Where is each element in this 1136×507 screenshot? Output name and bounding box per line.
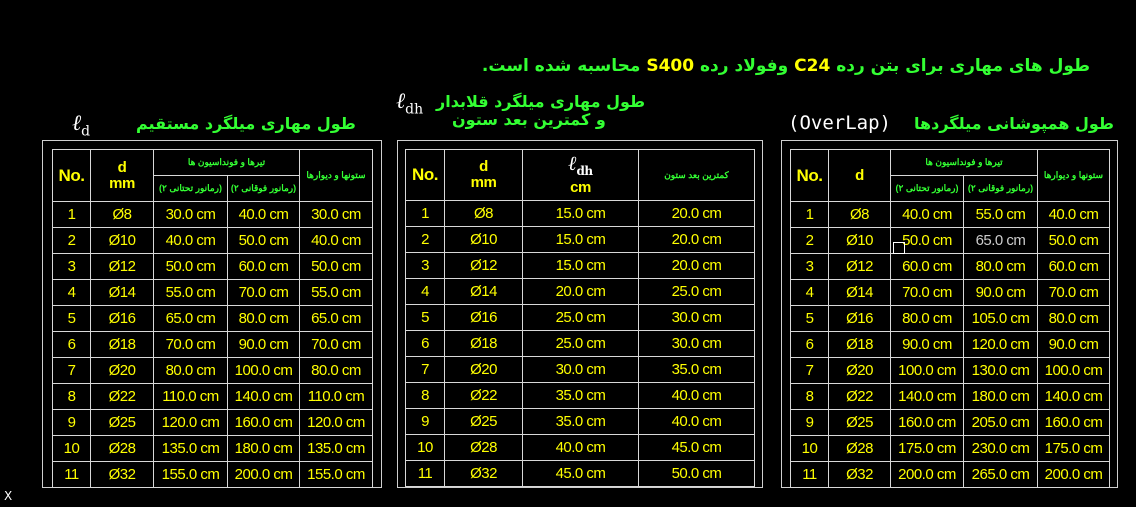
hdr-min-col: کمترین بعد ستون — [639, 150, 755, 201]
table-cell: 55.0 cm — [154, 280, 228, 306]
table-cell: 70.0 cm — [300, 332, 373, 358]
table-cell: 80.0 cm — [154, 358, 228, 384]
table-cell: 6 — [53, 332, 91, 358]
table-cell: 5 — [53, 306, 91, 332]
table-cell: 3 — [791, 254, 829, 280]
table-cell: 7 — [406, 357, 445, 383]
table-cell: 50.0 cm — [891, 228, 964, 254]
table-cell: 10 — [406, 435, 445, 461]
table-cell: 30.0 cm — [639, 331, 755, 357]
table-cell: 8 — [53, 384, 91, 410]
pickbox-cursor[interactable] — [893, 242, 905, 254]
table-cell: 40.0 cm — [639, 383, 755, 409]
table-cell: 120.0 cm — [300, 410, 373, 436]
table-cell: 200.0 cm — [891, 462, 964, 488]
table-row — [53, 254, 373, 280]
table-cell: 60.0 cm — [891, 254, 964, 280]
hdr-bottom: (۲ رمانور تحتانی) — [891, 176, 964, 202]
table-row — [791, 462, 1110, 488]
table-cell: 6 — [406, 331, 445, 357]
table-cell: Ø20 — [829, 358, 891, 384]
table-cell: 70.0 cm — [228, 280, 300, 306]
table-cell: 205.0 cm — [964, 410, 1038, 436]
table-row — [53, 462, 373, 488]
table-cell: 160.0 cm — [228, 410, 300, 436]
table-row — [791, 358, 1110, 384]
hdr-beams: تیرها و فونداسیون ها — [154, 150, 300, 176]
table-cell: Ø16 — [445, 305, 523, 331]
table-cell: Ø8 — [829, 202, 891, 228]
table-cell: Ø16 — [91, 306, 154, 332]
table-cell: 60.0 cm — [228, 254, 300, 280]
table-cell: 40.0 cm — [891, 202, 964, 228]
table-cell: 200.0 cm — [1038, 462, 1110, 488]
table-row — [53, 202, 373, 228]
table-cell: 45.0 cm — [523, 461, 639, 487]
table-cell: 15.0 cm — [523, 253, 639, 279]
table-cell: Ø22 — [91, 384, 154, 410]
table-cell: 2 — [406, 227, 445, 253]
table-cell: 65.0 cm — [964, 228, 1038, 254]
table-cell: 11 — [406, 461, 445, 487]
table-cell: 30.0 cm — [300, 202, 373, 228]
table-cell: Ø18 — [445, 331, 523, 357]
table-cell: 9 — [791, 410, 829, 436]
table-row — [406, 357, 755, 383]
table-cell: 230.0 cm — [964, 436, 1038, 462]
table-cell: 30.0 cm — [154, 202, 228, 228]
table-cell: 55.0 cm — [300, 280, 373, 306]
panel2-caption-1: طول مهاری میلگرد قلابدار — [436, 92, 646, 111]
table-cell: 10 — [53, 436, 91, 462]
table-cell: 80.0 cm — [964, 254, 1038, 280]
table-row — [406, 461, 755, 487]
table-cell: 35.0 cm — [639, 357, 755, 383]
table-cell: 110.0 cm — [300, 384, 373, 410]
table-cell: 40.0 cm — [154, 228, 228, 254]
hdr-no: No. — [406, 150, 445, 201]
table-cell: Ø20 — [445, 357, 523, 383]
table-cell: 15.0 cm — [523, 201, 639, 227]
hdr-d: d mm — [445, 150, 523, 201]
table-cell: 50.0 cm — [154, 254, 228, 280]
table-cell: Ø28 — [829, 436, 891, 462]
table-cell: Ø22 — [829, 384, 891, 410]
table-cell: 50.0 cm — [300, 254, 373, 280]
table-cell: 60.0 cm — [1038, 254, 1110, 280]
table-cell: 5 — [791, 306, 829, 332]
overlap-label: (OverLap) — [788, 112, 891, 134]
table-row — [53, 280, 373, 306]
table-cell: 4 — [791, 280, 829, 306]
table-hooked-bar — [405, 149, 755, 487]
table-cell: 7 — [53, 358, 91, 384]
hdr-no: No. — [791, 150, 829, 202]
table-cell: 140.0 cm — [1038, 384, 1110, 410]
table-cell: 70.0 cm — [154, 332, 228, 358]
hdr-ldh: ℓ$_{dh}$ cm — [523, 150, 639, 201]
table-cell: 40.0 cm — [523, 435, 639, 461]
table-row — [406, 409, 755, 435]
table-cell: 1 — [406, 201, 445, 227]
table-row — [791, 228, 1110, 254]
table-cell: 4 — [406, 279, 445, 305]
table-row — [791, 254, 1110, 280]
table-cell: 40.0 cm — [228, 202, 300, 228]
panel1-caption: طول مهاری میلگرد مستقیم — [136, 114, 356, 133]
ldh-symbol: ℓ$_{dh}$ — [396, 89, 424, 118]
table-cell: 9 — [406, 409, 445, 435]
table-cell: 180.0 cm — [964, 384, 1038, 410]
table-cell: 80.0 cm — [300, 358, 373, 384]
title-concrete-grade: C24 — [794, 56, 831, 76]
table-row — [791, 332, 1110, 358]
table-cell: 8 — [406, 383, 445, 409]
table-cell: Ø10 — [445, 227, 523, 253]
title-text-2: وفولاد رده — [700, 56, 789, 76]
table-cell: 20.0 cm — [639, 227, 755, 253]
table-row — [791, 306, 1110, 332]
hdr-bottom: (۲ رمانور تحتانی) — [154, 176, 228, 202]
table-cell: 40.0 cm — [1038, 202, 1110, 228]
table-row — [53, 384, 373, 410]
table-cell: 40.0 cm — [300, 228, 373, 254]
table-cell: 4 — [53, 280, 91, 306]
table-cell: 50.0 cm — [639, 461, 755, 487]
table-cell: 6 — [791, 332, 829, 358]
table-row — [791, 384, 1110, 410]
table-cell: Ø28 — [91, 436, 154, 462]
table-row — [791, 436, 1110, 462]
table-cell: 200.0 cm — [228, 462, 300, 488]
table-cell: 30.0 cm — [523, 357, 639, 383]
table-cell: Ø28 — [445, 435, 523, 461]
table-straight-bar — [52, 149, 373, 488]
table-cell: 7 — [791, 358, 829, 384]
table-cell: Ø20 — [91, 358, 154, 384]
title-steel-grade: S400 — [646, 56, 695, 76]
table-cell: Ø25 — [445, 409, 523, 435]
table-cell: 25.0 cm — [523, 331, 639, 357]
table-cell: 80.0 cm — [891, 306, 964, 332]
table-cell: 100.0 cm — [1038, 358, 1110, 384]
table-cell: Ø25 — [91, 410, 154, 436]
table-cell: 5 — [406, 305, 445, 331]
table-row — [53, 332, 373, 358]
table-row — [406, 279, 755, 305]
table-cell: 155.0 cm — [300, 462, 373, 488]
table-cell: 11 — [791, 462, 829, 488]
table-row — [53, 410, 373, 436]
table-cell: 11 — [53, 462, 91, 488]
table-cell: 9 — [53, 410, 91, 436]
table-cell: 120.0 cm — [154, 410, 228, 436]
table-cell: Ø10 — [91, 228, 154, 254]
table-cell: 135.0 cm — [154, 436, 228, 462]
table-row — [791, 280, 1110, 306]
table-cell: 90.0 cm — [228, 332, 300, 358]
table-cell: 90.0 cm — [1038, 332, 1110, 358]
table-cell: 110.0 cm — [154, 384, 228, 410]
table-cell: Ø14 — [445, 279, 523, 305]
table-cell: Ø25 — [829, 410, 891, 436]
table-cell: 100.0 cm — [228, 358, 300, 384]
title-text-1: طول های مهاری برای بتن رده — [836, 56, 1090, 76]
table-cell: Ø32 — [445, 461, 523, 487]
table-cell: 120.0 cm — [964, 332, 1038, 358]
hdr-top: (۲ رمانور فوقانی) — [228, 176, 300, 202]
table-cell: 10 — [791, 436, 829, 462]
table-cell: 35.0 cm — [523, 409, 639, 435]
table-cell: 105.0 cm — [964, 306, 1038, 332]
table-cell: 35.0 cm — [523, 383, 639, 409]
panel3-caption: طول همپوشانی میلگردها — [914, 114, 1114, 133]
table-cell: 25.0 cm — [639, 279, 755, 305]
table-cell: 20.0 cm — [639, 253, 755, 279]
table-cell: 2 — [53, 228, 91, 254]
table-cell: Ø8 — [445, 201, 523, 227]
table-cell: Ø32 — [829, 462, 891, 488]
hdr-d: d mm — [91, 150, 154, 202]
table-cell: 3 — [53, 254, 91, 280]
table-cell: 160.0 cm — [1038, 410, 1110, 436]
table-cell: 155.0 cm — [154, 462, 228, 488]
table-row — [406, 253, 755, 279]
table-cell: 80.0 cm — [228, 306, 300, 332]
table-cell: 65.0 cm — [300, 306, 373, 332]
table-cell: 100.0 cm — [891, 358, 964, 384]
table-cell: 1 — [53, 202, 91, 228]
table-cell: Ø14 — [829, 280, 891, 306]
table-cell: 140.0 cm — [891, 384, 964, 410]
table-cell: Ø14 — [91, 280, 154, 306]
table-cell: 50.0 cm — [228, 228, 300, 254]
table-cell: 55.0 cm — [964, 202, 1038, 228]
table-cell: 175.0 cm — [1038, 436, 1110, 462]
table-row — [791, 202, 1110, 228]
hdr-beams: تیرها و فونداسیون ها — [891, 150, 1038, 176]
table-cell: Ø18 — [91, 332, 154, 358]
table-row — [406, 331, 755, 357]
table-cell: 160.0 cm — [891, 410, 964, 436]
table-cell: 80.0 cm — [1038, 306, 1110, 332]
table-cell: 2 — [791, 228, 829, 254]
hdr-cols: ستونها و دیوارها — [1038, 150, 1110, 202]
ucs-x-axis-icon: X — [4, 489, 13, 503]
table-cell: 265.0 cm — [964, 462, 1038, 488]
table-cell: 3 — [406, 253, 445, 279]
panel2-caption-2: و کمترین بعد ستون — [452, 110, 606, 129]
table-row — [53, 306, 373, 332]
table-cell: 1 — [791, 202, 829, 228]
table-cell: Ø10 — [829, 228, 891, 254]
table-cell: 70.0 cm — [891, 280, 964, 306]
drawing-title — [470, 56, 1090, 76]
table-row — [53, 228, 373, 254]
table-cell: 130.0 cm — [964, 358, 1038, 384]
table-cell: 8 — [791, 384, 829, 410]
table-cell: 140.0 cm — [228, 384, 300, 410]
table-row — [406, 201, 755, 227]
table-row — [406, 383, 755, 409]
table-cell: 175.0 cm — [891, 436, 964, 462]
table-cell: 15.0 cm — [523, 227, 639, 253]
table-cell: Ø16 — [829, 306, 891, 332]
ld-symbol: ℓ$_d$ — [72, 111, 91, 140]
table-cell: 90.0 cm — [964, 280, 1038, 306]
title-text-3: محاسبه شده است. — [481, 56, 641, 76]
table-cell: Ø12 — [445, 253, 523, 279]
table-cell: Ø12 — [829, 254, 891, 280]
table-cell: Ø22 — [445, 383, 523, 409]
table-cell: Ø12 — [91, 254, 154, 280]
hdr-cols: ستونها و دیوارها — [300, 150, 373, 202]
table-row — [406, 435, 755, 461]
table-cell: 180.0 cm — [228, 436, 300, 462]
table-cell: 90.0 cm — [891, 332, 964, 358]
table-cell: 50.0 cm — [1038, 228, 1110, 254]
table-cell: 30.0 cm — [639, 305, 755, 331]
hdr-no: No. — [53, 150, 91, 202]
table-row — [791, 410, 1110, 436]
table-row — [406, 305, 755, 331]
table-row — [53, 358, 373, 384]
table-cell: Ø18 — [829, 332, 891, 358]
table-cell: 45.0 cm — [639, 435, 755, 461]
hdr-d: d — [829, 150, 891, 202]
table-cell: 135.0 cm — [300, 436, 373, 462]
table-overlap — [790, 149, 1110, 488]
hdr-top: (۲ رمانور فوقانی) — [964, 176, 1038, 202]
table-cell: 65.0 cm — [154, 306, 228, 332]
table-cell: 20.0 cm — [639, 201, 755, 227]
table-cell: 20.0 cm — [523, 279, 639, 305]
table-row — [406, 227, 755, 253]
table-cell: Ø8 — [91, 202, 154, 228]
table-cell: 40.0 cm — [639, 409, 755, 435]
table-cell: 25.0 cm — [523, 305, 639, 331]
table-cell: 70.0 cm — [1038, 280, 1110, 306]
table-cell: Ø32 — [91, 462, 154, 488]
table-row — [53, 436, 373, 462]
